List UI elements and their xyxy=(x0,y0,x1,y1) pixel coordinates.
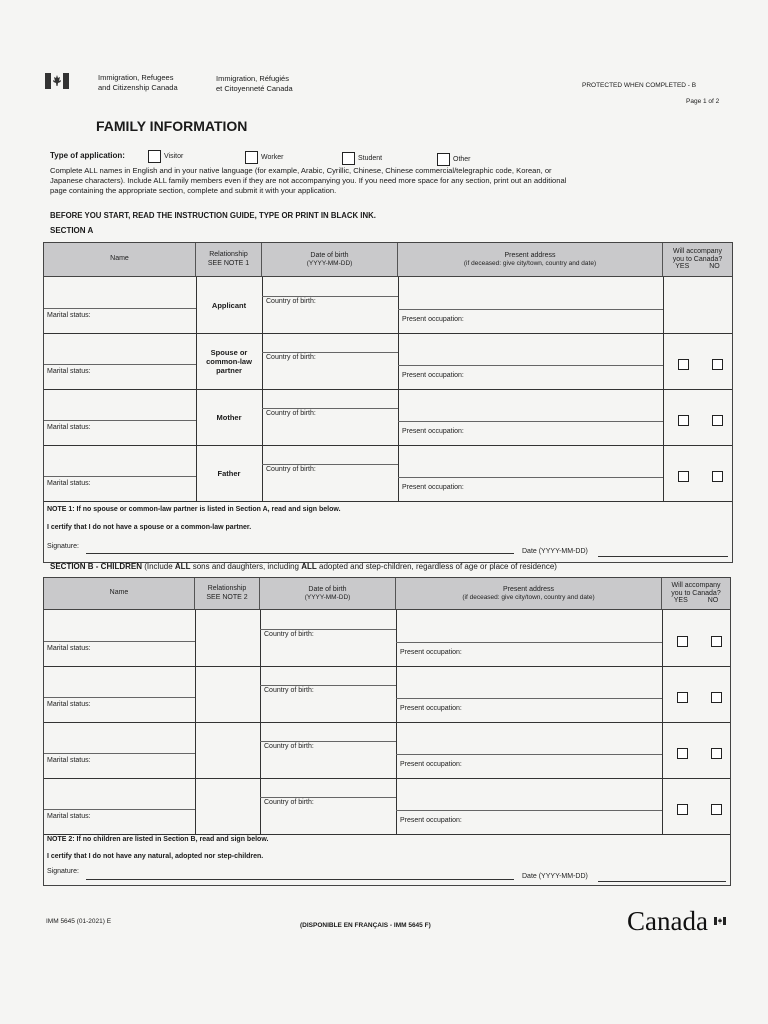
relationship-field[interactable] xyxy=(196,723,259,777)
marital-status-label: Marital status: xyxy=(47,813,91,820)
country-of-birth-label: Country of birth: xyxy=(266,298,316,305)
dob-field[interactable] xyxy=(263,446,397,463)
present-occupation-label: Present occupation: xyxy=(400,817,462,824)
name-field[interactable] xyxy=(45,779,193,808)
address-field[interactable] xyxy=(399,446,662,476)
canada-flag-icon xyxy=(45,73,69,89)
section-b-header: Name Relationship SEE NOTE 2 Date of birth (YYYY-MM-DD) Present address (if deceased: give city/town, country and date) Will accompany you to Canada? YES NO xyxy=(44,578,730,610)
name-field[interactable] xyxy=(45,334,194,363)
signature-line-1[interactable] xyxy=(86,553,514,554)
accompany-yes-checkbox[interactable] xyxy=(678,471,689,482)
worker-option[interactable]: Worker xyxy=(245,151,283,164)
address-field[interactable] xyxy=(397,779,661,809)
col-relationship: Relationship xyxy=(209,251,248,259)
address-field[interactable] xyxy=(397,667,661,697)
dob-field[interactable] xyxy=(263,334,397,351)
certify-2: I certify that I do not have any natural, adopted nor step-children. xyxy=(47,853,264,860)
country-of-birth-label: Country of birth: xyxy=(266,354,316,361)
country-of-birth-label: Country of birth: xyxy=(264,631,314,638)
accompany-no-checkbox[interactable] xyxy=(712,471,723,482)
col-address-b: Present address xyxy=(503,585,554,593)
present-occupation-label: Present occupation: xyxy=(402,372,464,379)
country-of-birth-label: Country of birth: xyxy=(264,743,314,750)
visitor-option[interactable]: Visitor xyxy=(148,150,183,163)
signature-label-2: Signature: xyxy=(47,868,79,875)
present-occupation-label: Present occupation: xyxy=(402,484,464,491)
relationship-label: Applicant xyxy=(211,300,247,310)
accompany-yes-checkbox[interactable] xyxy=(677,636,688,647)
section-b-title: SECTION B - CHILDREN (Include ALL sons and daughters, including ALL adopted and step-children, regardless of age or place of residence) xyxy=(50,562,557,571)
student-option[interactable]: Student xyxy=(342,152,382,165)
note-1: NOTE 1: If no spouse or common-law partner is listed in Section A, read and sign below. xyxy=(47,506,341,513)
present-occupation-label: Present occupation: xyxy=(400,761,462,768)
row-divider xyxy=(44,501,732,502)
col-relationship-b: Relationship xyxy=(207,585,247,593)
section-a-header: Name Relationship SEE NOTE 1 Date of birth (YYYY-MM-DD) Present address (if deceased: give city/town, country and date) Will accompany you to Canada? YES NO xyxy=(44,243,732,277)
name-field[interactable] xyxy=(45,611,193,640)
student-checkbox[interactable] xyxy=(342,152,355,165)
name-split xyxy=(44,420,196,421)
address-field[interactable] xyxy=(399,278,662,308)
other-option[interactable]: Other xyxy=(437,153,471,166)
accompany-yes-checkbox[interactable] xyxy=(678,359,689,370)
marital-status-label: Marital status: xyxy=(47,368,91,375)
accompany-yes-checkbox[interactable] xyxy=(677,804,688,815)
present-occupation-label: Present occupation: xyxy=(402,428,464,435)
accompany-no-checkbox[interactable] xyxy=(711,636,722,647)
col-accompany: Will accompany xyxy=(672,248,722,256)
relationship-label: Spouse or common-law partner xyxy=(206,347,252,375)
accompany-yes-checkbox[interactable] xyxy=(677,748,688,759)
signature-label-1: Signature: xyxy=(47,543,79,550)
country-of-birth-label: Country of birth: xyxy=(266,410,316,417)
name-field[interactable] xyxy=(45,390,194,419)
col-dob: Date of birth xyxy=(310,251,349,259)
accompany-no-checkbox[interactable] xyxy=(711,804,722,815)
marital-status-label: Marital status: xyxy=(47,480,91,487)
address-field[interactable] xyxy=(397,611,661,641)
dept-fr: Immigration, Réfugiés et Citoyenneté Canada xyxy=(216,74,293,93)
form-id: IMM 5645 (01-2021) E xyxy=(46,918,112,925)
name-split xyxy=(44,641,195,642)
present-occupation-label: Present occupation: xyxy=(400,649,462,656)
marital-status-label: Marital status: xyxy=(47,645,91,652)
dept-en: Immigration, Refugees and Citizenship Canada xyxy=(98,73,178,92)
other-checkbox[interactable] xyxy=(437,153,450,166)
dob-field[interactable] xyxy=(261,667,395,684)
marital-status-label: Marital status: xyxy=(47,701,91,708)
address-field[interactable] xyxy=(399,390,662,420)
date-line-2[interactable] xyxy=(598,881,726,882)
application-type-label: Type of application: xyxy=(50,151,125,160)
relationship-label: Mother xyxy=(216,412,242,422)
name-split xyxy=(44,753,195,754)
visitor-checkbox[interactable] xyxy=(148,150,161,163)
section-a-title: SECTION A xyxy=(50,226,94,235)
country-of-birth-label: Country of birth: xyxy=(264,687,314,694)
col-accompany-b: Will accompany xyxy=(671,582,721,590)
worker-checkbox[interactable] xyxy=(245,151,258,164)
col-name: Name xyxy=(110,255,129,263)
marital-status-label: Marital status: xyxy=(47,757,91,764)
french-availability: (DISPONIBLE EN FRANÇAIS - IMM 5645 F) xyxy=(300,922,431,929)
relationship-label: Father xyxy=(217,468,241,478)
present-occupation-label: Present occupation: xyxy=(400,705,462,712)
name-split xyxy=(44,364,196,365)
dob-field[interactable] xyxy=(261,779,395,796)
name-field[interactable] xyxy=(45,278,194,307)
accompany-no-checkbox[interactable] xyxy=(711,692,722,703)
name-field[interactable] xyxy=(45,723,193,752)
accompany-yes-checkbox[interactable] xyxy=(677,692,688,703)
wordmark-flag-icon xyxy=(714,912,726,920)
name-field[interactable] xyxy=(45,667,193,696)
page-title: FAMILY INFORMATION xyxy=(96,118,248,134)
note-2: NOTE 2: If no children are listed in Section B, read and sign below. xyxy=(47,836,269,843)
name-field[interactable] xyxy=(45,446,194,475)
date-label-1: Date (YYYY-MM-DD) xyxy=(522,548,588,555)
accompany-no-checkbox[interactable] xyxy=(712,359,723,370)
accompany-no-checkbox[interactable] xyxy=(711,748,722,759)
signature-line-2[interactable] xyxy=(86,879,514,880)
accompany-yes-checkbox[interactable] xyxy=(678,415,689,426)
dob-field[interactable] xyxy=(263,278,397,295)
country-of-birth-label: Country of birth: xyxy=(264,799,314,806)
marital-status-label: Marital status: xyxy=(47,312,91,319)
certify-1: I certify that I do not have a spouse or a common-law partner. xyxy=(47,524,252,531)
instructions: Complete ALL names in English and in your native language (for example, Arabic, Cyrillic, Chinese, Chinese commercial/telegraphic code, Korean, or Japanese characters). Include ALL family members even if they are not accompanying you. If you need more space for any section, print out an additional page containing the appropriate section, complete and submit it with your application. xyxy=(50,166,567,195)
dob-field[interactable] xyxy=(261,723,395,740)
name-split xyxy=(44,809,195,810)
address-field[interactable] xyxy=(397,723,661,753)
before-start: BEFORE YOU START, READ THE INSTRUCTION GUIDE, TYPE OR PRINT IN BLACK INK. xyxy=(50,211,376,220)
page-number: Page 1 of 2 xyxy=(686,98,720,105)
dob-field[interactable] xyxy=(263,390,397,407)
canada-wordmark: Canada xyxy=(627,906,708,936)
address-field[interactable] xyxy=(399,334,662,364)
relationship-field[interactable] xyxy=(196,611,259,665)
row-divider xyxy=(44,834,730,835)
col-name-b: Name xyxy=(109,589,129,597)
country-of-birth-label: Country of birth: xyxy=(266,466,316,473)
accompany-no-checkbox[interactable] xyxy=(712,415,723,426)
name-split xyxy=(44,308,196,309)
marital-status-label: Marital status: xyxy=(47,424,91,431)
relationship-field[interactable] xyxy=(196,779,259,833)
name-split xyxy=(44,476,196,477)
name-split xyxy=(44,697,195,698)
date-label-2: Date (YYYY-MM-DD) xyxy=(522,873,588,880)
col-dob-b: Date of birth xyxy=(308,585,347,593)
relationship-field[interactable] xyxy=(196,667,259,721)
present-occupation-label: Present occupation: xyxy=(402,316,464,323)
dob-field[interactable] xyxy=(261,611,395,628)
protected-label: PROTECTED WHEN COMPLETED - B xyxy=(582,82,697,89)
col-address: Present address xyxy=(504,251,556,259)
date-line-1[interactable] xyxy=(598,556,728,557)
